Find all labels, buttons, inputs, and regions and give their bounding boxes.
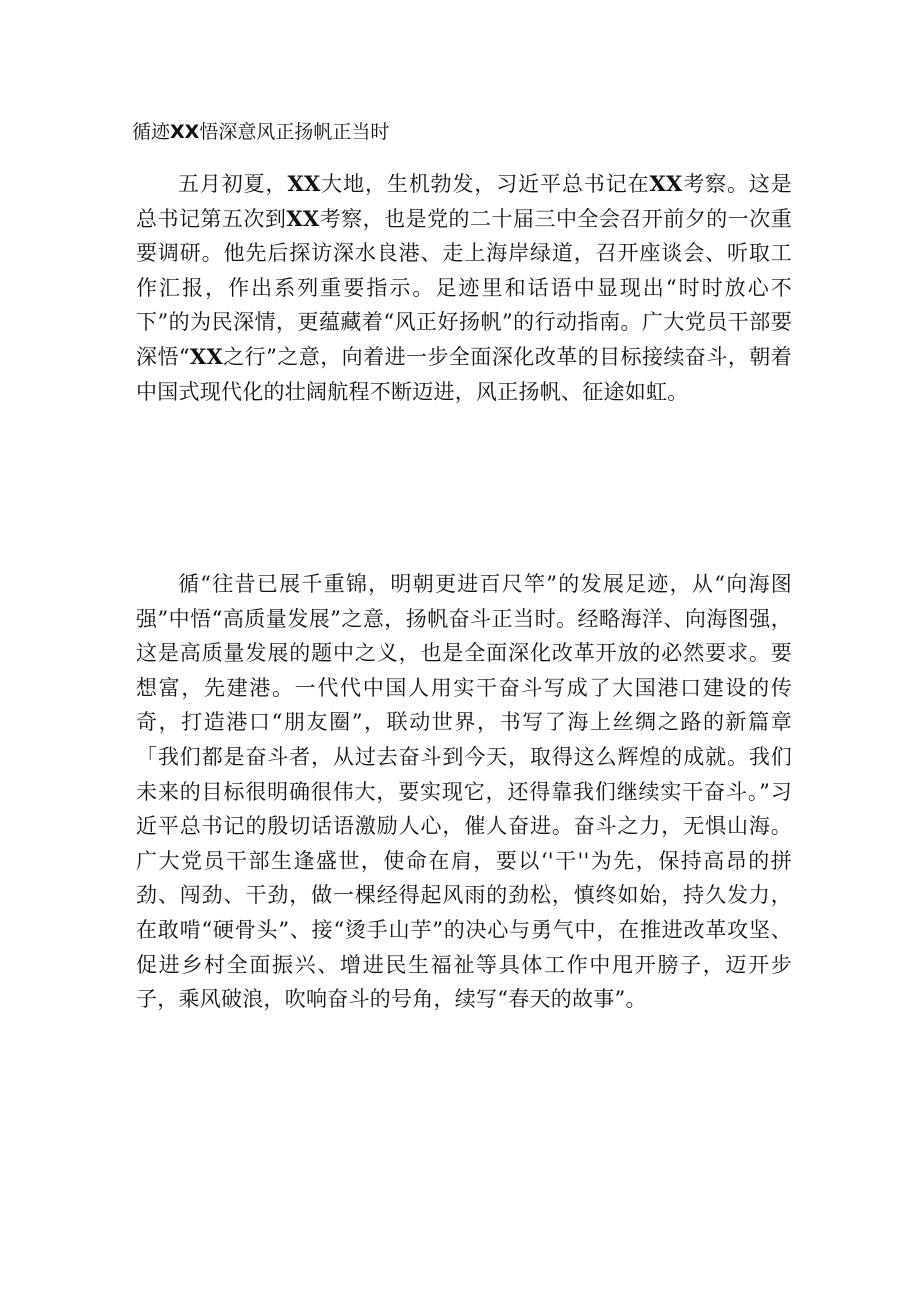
- paragraph-2: 循“往昔已展千重锦，明朝更进百尺竿”的发展足迹，从“向海图强”中悟“高质量发展”之意，扬帆奋斗正当时。经略海洋、向海图强，这是高质量发展的题中之义，也是全面深化改革开放的必然要求。要想富，先建港。一代代中国人用实干奋斗写成了大国港口建设的传奇，打造港口“朋友圈”，联动世界，书写了海上丝绸之路的新篇章「我们都是奋斗者，从过去奋斗到今天，取得这么辉煌的成就。我们未来的目标很明确很伟大，要实现它，还得靠我们继续实干奋斗。”习近平总书记的殷切话语激励人心，催人奋进。奋斗之力，无惧山海。广大党员干部生逢盛世，使命在肩，要以‘'干''为先，保持高昂的拼劲、闯劲、干劲，做一棵经得起风雨的劲松，慎终如始，持久发力，在敢啃“硬骨头”、接“烫手山芋”的决心与勇气中，在推进改革攻坚、促进乡村全面振兴、增进民生福祉等具体工作中甩开膀子，迈开步子，乘风破浪，吹响奋斗的号角，续写“春天的故事”。: [136, 572, 792, 1012]
- paragraph-1: 五月初夏，XX大地，生机勃发，习近平总书记在XX考察。这是总书记第五次到XX考察，也是党的二十届三中全会召开前夕的一次重要调研。他先后探访深水良港、走上海岸绿道，召开座谈会、听取工作汇报，作出系列重要指示。足迹里和话语中显现出“时时放心不下”的为民深情，更蕴藏着“风正好扬帆”的行动指南。广大党员干部要深悟“XX之行”之意，向着进一步全面深化改革的目标接续奋斗，朝着中国式现代化的壮阔航程不断迈进，风正扬帆、征途如虹。: [136, 171, 793, 404]
- document-title: 循迹XX悟深意风正扬帆正当时: [132, 121, 390, 143]
